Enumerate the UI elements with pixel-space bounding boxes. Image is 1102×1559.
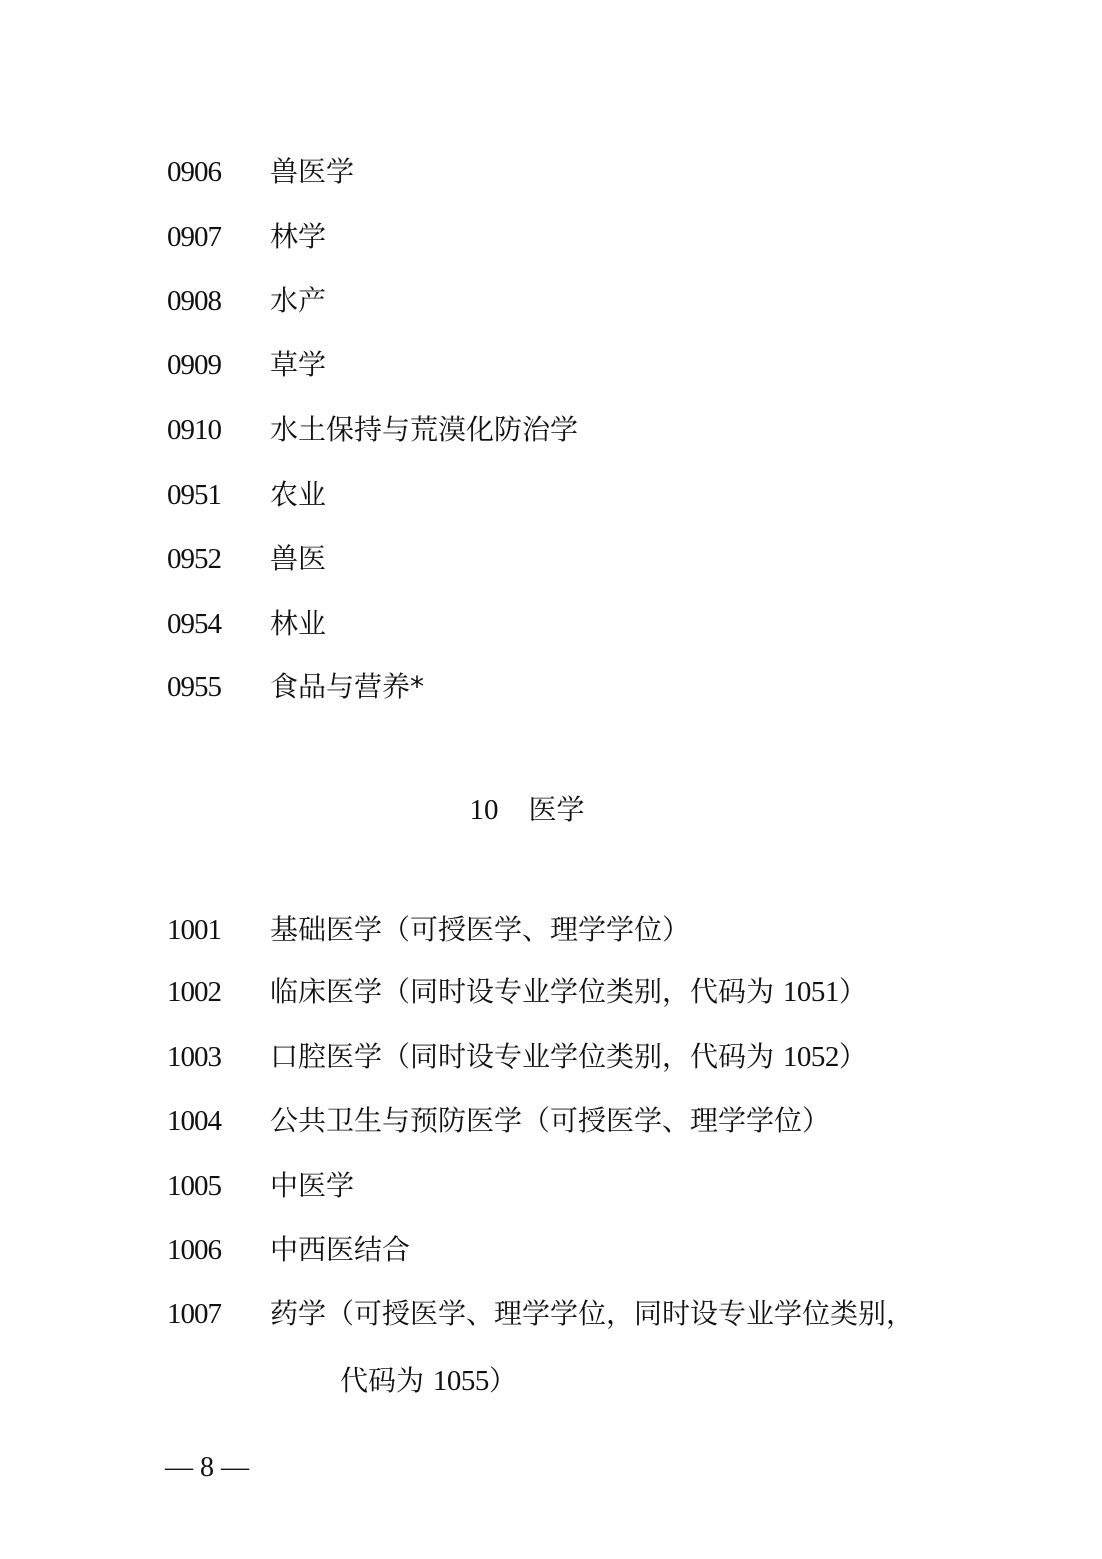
discipline-name: 食品与营养* bbox=[270, 670, 425, 703]
discipline-name: 基础医学（可授医学、理学学位） bbox=[270, 913, 691, 946]
discipline-name: 公共卫生与预防医学（可授医学、理学学位） bbox=[270, 1104, 831, 1137]
list-item-continuation bbox=[340, 1361, 517, 1401]
discipline-name: 兽医学 bbox=[270, 155, 355, 188]
discipline-code: 1006 bbox=[167, 1234, 221, 1266]
discipline-code: 0907 bbox=[167, 221, 221, 253]
discipline-code: 0906 bbox=[167, 156, 221, 188]
discipline-code: 1002 bbox=[167, 976, 221, 1008]
discipline-code: 0954 bbox=[167, 608, 221, 640]
discipline-code: 1004 bbox=[167, 1105, 221, 1137]
closing-paren: ） bbox=[838, 1040, 867, 1073]
discipline-code: 0952 bbox=[167, 543, 221, 575]
discipline-code: 0955 bbox=[167, 671, 221, 703]
discipline-name: 草学 bbox=[270, 348, 327, 381]
professional-degree-code: 1055 bbox=[432, 1365, 489, 1397]
discipline-name-text: 临床医学（同时设专业学位类别，代码为 bbox=[270, 975, 783, 1008]
page-number: — 8 — bbox=[165, 1452, 249, 1483]
discipline-name: 林业 bbox=[270, 607, 327, 640]
discipline-name: 林学 bbox=[270, 220, 327, 253]
professional-degree-code: 1051 bbox=[782, 976, 839, 1008]
discipline-name bbox=[270, 1037, 867, 1077]
discipline-name-text: 口腔医学（同时设专业学位类别，代码为 bbox=[270, 1040, 783, 1073]
discipline-name: 中医学 bbox=[270, 1169, 355, 1202]
discipline-code: 0951 bbox=[167, 479, 221, 511]
discipline-name bbox=[270, 972, 867, 1012]
discipline-code: 1003 bbox=[167, 1041, 221, 1073]
discipline-code: 0908 bbox=[167, 285, 221, 317]
section-heading bbox=[0, 790, 1102, 830]
discipline-name: 中西医结合 bbox=[270, 1233, 411, 1266]
discipline-code: 1005 bbox=[167, 1170, 221, 1202]
discipline-code: 0910 bbox=[167, 414, 221, 446]
professional-degree-code: 1052 bbox=[782, 1041, 839, 1073]
discipline-name: 水产 bbox=[270, 284, 327, 317]
closing-paren: ） bbox=[838, 975, 867, 1008]
discipline-name: 水土保持与荒漠化防治学 bbox=[270, 413, 579, 446]
discipline-name: 药学（可授医学、理学学位，同时设专业学位类别， bbox=[270, 1297, 915, 1330]
discipline-name: 农业 bbox=[270, 478, 327, 511]
discipline-code: 1007 bbox=[167, 1298, 221, 1330]
closing-paren: ） bbox=[488, 1364, 517, 1397]
continuation-text: 代码为 bbox=[340, 1364, 433, 1397]
section-name: 医学 bbox=[528, 793, 585, 826]
discipline-code: 1001 bbox=[167, 914, 221, 946]
discipline-name: 兽医 bbox=[270, 542, 327, 575]
section-code: 10 bbox=[469, 794, 499, 826]
discipline-code: 0909 bbox=[167, 349, 221, 381]
